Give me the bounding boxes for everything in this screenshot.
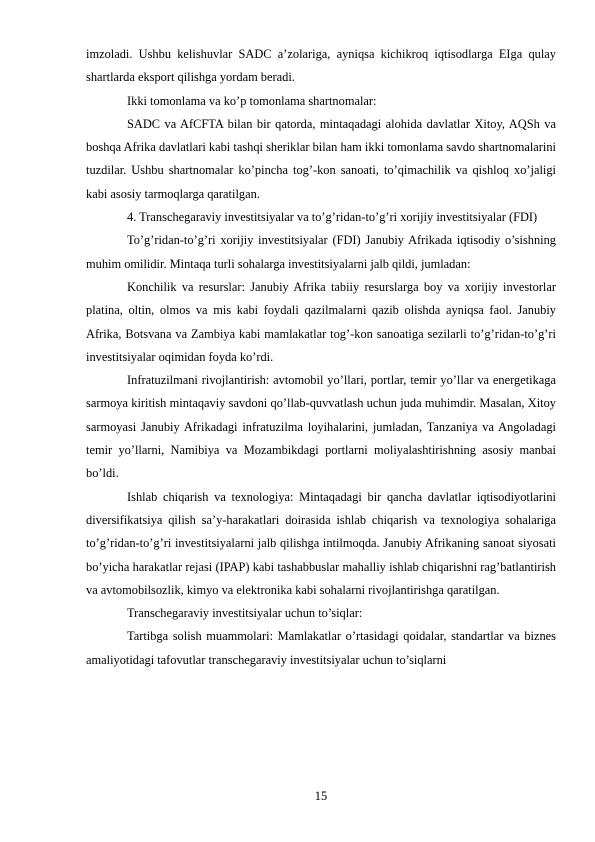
paragraph-2: Ikki tomonlama va ko’p tomonlama shartnomalar:	[127, 93, 377, 108]
section-heading-4: 4. Transchegaraviy investitsiyalar va to’g’ridan-to’g’ri xorijiy investitsiyalar (FDI)	[127, 210, 538, 225]
paragraph-5: To’g’ridan-to’g’ri xorijiy investitsiyalar (FDI) Janubiy Afrikada iqtisodiy o’sishning muhim omilidir. Mintaqa turli sohalarga investitsiyalarni jalb qildi, jumladan:	[86, 233, 556, 271]
paragraph-7: Infratuzilmani rivojlantirish: avtomobil yo’llari, portlar, temir yo’llar va energetikaga sarmoya kiritish mintaqaviy savdoni qo’llab-quvvatlash uchun juda muhimdir. Masalan, Xitoy sarmoyasi Janubiy Afrikadagi infratuzilma loyihalarini, jumladan, Tanzaniya va Angoladagi temir yo’llarni, Namibiya va Mozambikdagi portlarni moliyalashtirishning asosiy manbai bo’ldi.	[86, 373, 556, 481]
paragraph-8: Ishlab chiqarish va texnologiya: Mintaqadagi bir qancha davlatlar iqtisodiyotlarini diversifikatsiya qilish sa’y-harakatlari doirasida ishlab chiqarish va texnologiya sohalariga to’g’ridan-to’g’ri investitsiyalarni jalb qilishga intilmoqda. Janubiy Afrikaning sanoat siyosati bo’yicha harakatlar rejasi (IPAP) kabi tashabbuslar mahalliy ishlab chiqarishni rag’batlantirish va avtomobilsozlik, kimyo va elektronika kabi sohalarni rivojlantirishga qaratilgan.	[86, 489, 556, 597]
paragraph-6: Konchilik va resurslar: Janubiy Afrika tabiiy resurslarga boy va xorijiy investorlar platina, oltin, olmos va mis kabi foydali qazilmalarni qazib olishda ayniqsa faol. Janubiy Afrika, Botsvana va Zambiya kabi mamlakatlar tog’-kon sanoatiga sezilarli to’g’ridan-to’g’ri investitsiyalar oqimidan foyda ko’rdi.	[86, 279, 556, 364]
paragraph-1: imzoladi. Ushbu kelishuvlar SADC a’zolariga, ayniqsa kichikroq iqtisodlarga EIga qulay shartlarda eksport qilishga yordam beradi.	[86, 47, 556, 85]
paragraph-10: Tartibga solish muammolari: Mamlakatlar o’rtasidagi qoidalar, standartlar va biznes amaliyotidagi tafovutlar transchegaraviy investitsiyalar uchun to’siqlarni	[86, 629, 556, 667]
page-number: 15	[314, 789, 328, 803]
paragraph-3: SADC va AfCFTA bilan bir qatorda, mintaqadagi alohida davlatlar Xitoy, AQSh va boshqa Afrika davlatlari kabi tashqi sheriklar bilan ham ikki tomonlama savdo shartnomalarini tuzdilar. Ushbu shartnomalar ko’pincha tog’-kon sanoati, to’qimachilik va qishloq xo’jaligi kabi asosiy tarmoqlarga qaratilgan.	[86, 116, 556, 201]
paragraph-9: Transchegaraviy investitsiyalar uchun to’siqlar:	[127, 606, 363, 621]
document-page	[86, 43, 556, 672]
